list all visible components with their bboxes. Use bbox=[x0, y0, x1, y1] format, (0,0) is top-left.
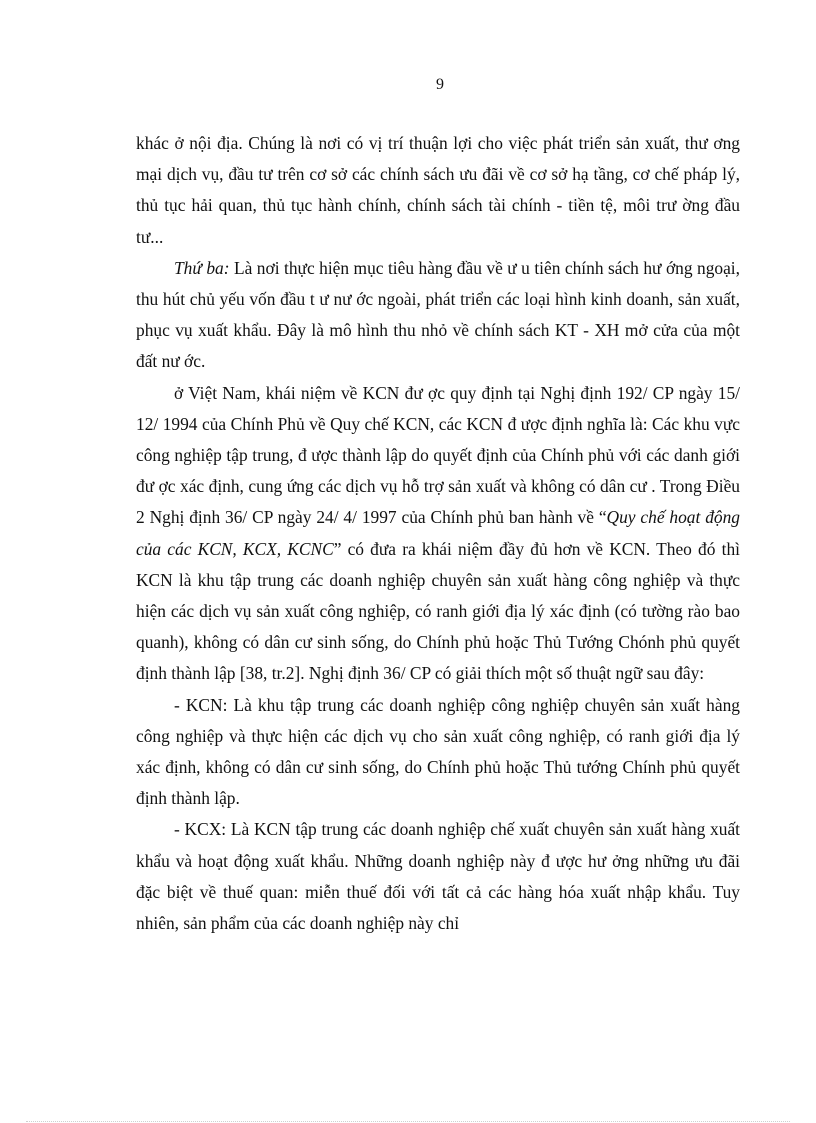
paragraph-text: ” có đưa ra khái niệm đầy đủ hơn về KCN. Theo đó thì KCN là khu tập trung các doanh nghiệp chuyên sản xuất hàng công nghiệp và thực hiện các dịch vụ sản xuất công nghiệp, có ranh giới địa lý xác định (có tường rào bao quanh), không có dân cư sinh sống, do Chính phủ hoặc Thủ Tướng Chónh phủ quyết định thành lập [38, tr.2]. Nghị định 36/ CP có giải thích một số thuật ngữ sau đây: bbox=[136, 538, 740, 684]
bottom-divider bbox=[26, 1121, 790, 1122]
page-number: 9 bbox=[436, 76, 444, 93]
regulation-title: Quy chế hoạt động của các KCN, KCX, KCNC bbox=[136, 507, 740, 559]
paragraph-kcx-term bbox=[136, 814, 740, 939]
paragraph-lead: Thứ ba: bbox=[174, 257, 230, 278]
paragraph-text: khác ở nội địa. Chúng là nơi có vị trí thuận lợi cho việc phát triển sản xuất, thư ơng mại dịch vụ, đầu tư trên cơ sở các chính sách ưu đãi về cơ sở hạ tầng, cơ chế pháp lý, thủ tục hải quan, thủ tục hành chính, chính sách tài chính - tiền tệ, môi trư ờng đầu tư... bbox=[136, 133, 740, 247]
document-body bbox=[136, 128, 740, 939]
paragraph-text: - KCN: Là khu tập trung các doanh nghiệp công nghiệp chuyên sản xuất hàng công nghiệp và thực hiện các dịch vụ cho sản xuất công nghiệp, có ranh giới địa lý xác định, không có dân cư sinh sống, do Chính phủ hoặc Thủ tướng Chính phủ quyết định thành lập. bbox=[136, 694, 740, 809]
paragraph-thu-ba bbox=[136, 253, 740, 378]
paragraph-kcn-term bbox=[136, 690, 740, 815]
paragraph-kcn-definition bbox=[136, 378, 740, 690]
paragraph-continuation bbox=[136, 128, 740, 253]
paragraph-text: - KCX: Là KCN tập trung các doanh nghiệp chế xuất chuyên sản xuất hàng xuất khẩu và hoạt động xuất khẩu. Những doanh nghiệp này đ ược hư ởng những ưu đãi đặc biệt về thuế quan: miễn thuế đối với tất cả các hàng hóa xuất nhập khẩu. Tuy nhiên, sản phẩm của các doanh nghiệp này chỉ bbox=[136, 819, 740, 934]
paragraph-text: ở Việt Nam, khái niệm về KCN đư ợc quy định tại Nghị định 192/ CP ngày 15/ 12/ 1994 của Chính Phủ về Quy chế KCN, các KCN đ ược định nghĩa là: Các khu vực công nghiệp tập trung, đ ược thành lập do quyết định của Chính phủ với các danh giới đư ợc xác định, cung ứng các dịch vụ hỗ trợ sản xuất và không có dân cư . Trong Điều 2 Nghị định 36/ CP ngày 24/ 4/ 1997 của Chính phủ ban hành về “ bbox=[136, 382, 740, 528]
paragraph-text: Là nơi thực hiện mục tiêu hàng đầu về ư u tiên chính sách hư ớng ngoại, thu hút chủ yếu vốn đầu t ư nư ớc ngoài, phát triển các loại hình kinh doanh, sản xuất, phục vụ xuất khẩu. Đây là mô hình thu nhỏ về chính sách KT - XH mở cửa của một đất nư ớc. bbox=[136, 257, 740, 372]
